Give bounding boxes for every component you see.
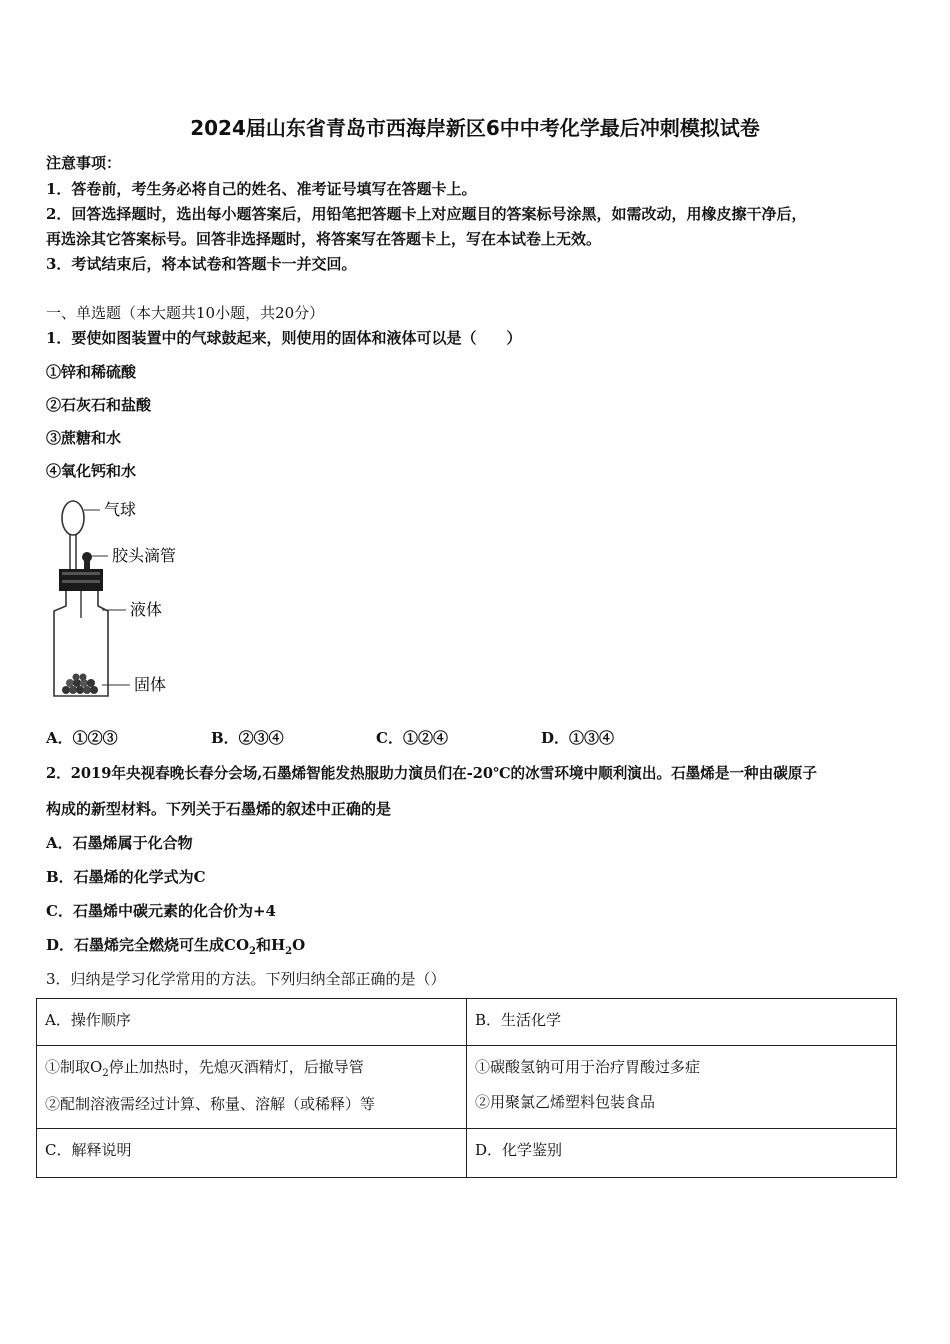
q2-option-d-text: O bbox=[292, 936, 306, 954]
cell-b-title: B．生活化学 bbox=[467, 999, 897, 1046]
q1-stem: 1．要使如图装置中的气球鼓起来，则使用的固体和液体可以是（ ） bbox=[46, 329, 522, 347]
notice-heading: 注意事项： bbox=[46, 154, 122, 172]
cell-text: ①制取O bbox=[45, 1058, 103, 1076]
subscript: 2 bbox=[249, 946, 256, 957]
q2-option-b: B．石墨烯的化学式为C bbox=[46, 868, 206, 886]
balloon-label: 气球 bbox=[104, 500, 137, 519]
q1-option-b: B．②③④ bbox=[211, 729, 284, 747]
q1-choice: ④氧化钙和水 bbox=[46, 462, 137, 480]
solid-label: 固体 bbox=[134, 675, 167, 694]
q2-option-d bbox=[46, 934, 305, 957]
subscript: 2 bbox=[285, 946, 293, 957]
cell-b-line1: ①碳酸氢钠可用于治疗胃酸过多症 bbox=[475, 1058, 701, 1076]
q2-stem-line2: 构成的新型材料。下列关于石墨烯的叙述中正确的是 bbox=[46, 800, 392, 818]
cell-c-title: C．解释说明 bbox=[37, 1129, 467, 1178]
liquid-label: 液体 bbox=[130, 600, 163, 619]
q2-option-d-text: 和H bbox=[255, 936, 286, 954]
cell-a-line1 bbox=[45, 1056, 458, 1079]
q1-choice: ①锌和稀硫酸 bbox=[46, 363, 137, 381]
q3-table bbox=[36, 998, 897, 1178]
q2-stem-line1: 2．2019年央视春晚长春分会场,石墨烯智能发热服助力演员们在-20℃的冰雪环境中顺利演出。石墨烯是一种由碳原子 bbox=[46, 765, 818, 782]
q2-option-a: A．石墨烯属于化合物 bbox=[46, 834, 193, 852]
notice-item: 再选涂其它答案标号。回答非选择题时，将答案写在答题卡上，写在本试卷上无效。 bbox=[46, 230, 602, 248]
q2-option-d-text: D．石墨烯完全燃烧可生成CO bbox=[46, 936, 250, 954]
notice-item: 1．答卷前，考生务必将自己的姓名、准考证号填写在答题卡上。 bbox=[46, 180, 477, 198]
cell-a-title: A．操作顺序 bbox=[37, 999, 467, 1046]
subscript: 2 bbox=[102, 1068, 109, 1079]
page-title: 2024届山东省青岛市西海岸新区6中中考化学最后冲刺模拟试卷 bbox=[190, 116, 760, 140]
q1-option-d: D．①③④ bbox=[541, 729, 615, 747]
stopper bbox=[59, 569, 103, 591]
cell-b-content bbox=[467, 1046, 897, 1129]
section-heading: 一、单选题（本大题共10小题，共20分） bbox=[46, 304, 325, 322]
apparatus-figure bbox=[46, 494, 206, 704]
cell-a-content bbox=[37, 1046, 467, 1129]
cell-d-title: D．化学鉴别 bbox=[467, 1129, 897, 1178]
notice-item: 2．回答选择题时，选出每小题答案后，用铅笔把答题卡上对应题目的答案标号涂黑，如需改动，用橡皮擦干净后， bbox=[46, 205, 807, 223]
dropper-label: 胶头滴管 bbox=[112, 546, 177, 565]
notice-item: 3．考试结束后，将本试卷和答题卡一并交回。 bbox=[46, 255, 357, 273]
q1-option-c: C．①②④ bbox=[376, 729, 448, 747]
cell-text: 停止加热时，先熄灭酒精灯，后撤导管 bbox=[108, 1058, 364, 1076]
cell-b-line2: ②用聚氯乙烯塑料包装食品 bbox=[475, 1093, 656, 1111]
solid-pile bbox=[62, 674, 130, 695]
q2-option-c: C．石墨烯中碳元素的化合价为+4 bbox=[46, 902, 276, 920]
apparatus-diagram bbox=[46, 494, 206, 704]
q1-choice: ③蔗糖和水 bbox=[46, 429, 122, 447]
q1-option-a: A．①②③ bbox=[46, 729, 118, 747]
q1-choice: ②石灰石和盐酸 bbox=[46, 396, 152, 414]
cell-a-line2: ②配制溶液需经过计算、称量、溶解（或稀释）等 bbox=[45, 1095, 376, 1113]
q3-stem: 3．归纳是学习化学常用的方法。下列归纳全部正确的是（） bbox=[46, 970, 446, 988]
